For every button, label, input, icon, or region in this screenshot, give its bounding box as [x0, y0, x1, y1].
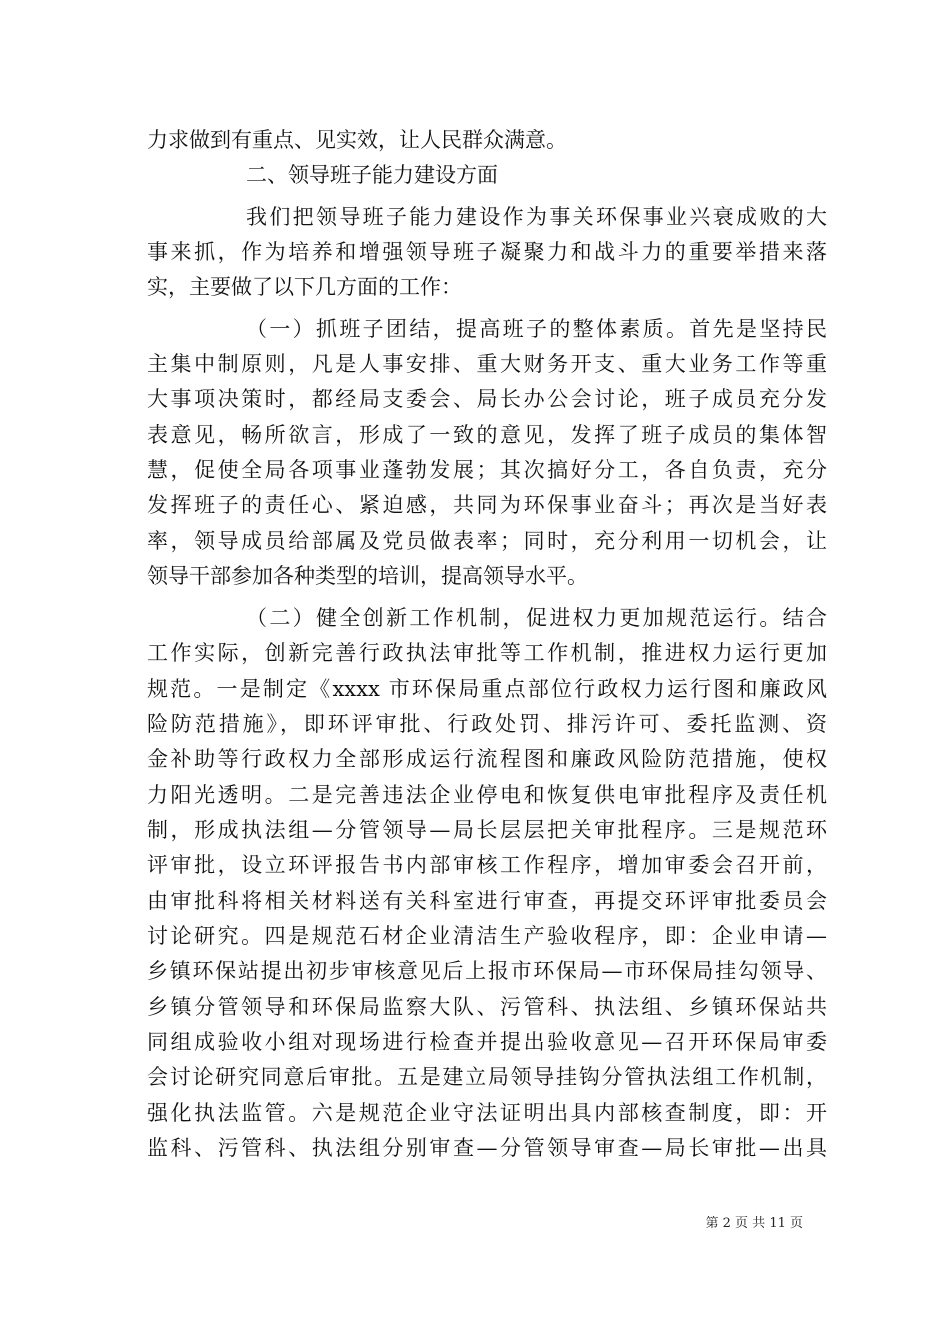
paragraph-line: 力求做到有重点、见实效，让人民群众满意。	[147, 128, 567, 152]
paragraph-line: 实，主要做了以下几方面的工作：	[147, 275, 462, 299]
paragraph-line: 险防范措施》，即环评审批、行政处罚、排污许可、委托监测、资	[147, 712, 827, 736]
paragraph-line: 同组成验收小组对现场进行检查并提出验收意见—召开环保局审委	[147, 1030, 827, 1054]
page-number-footer: 第 2 页 共 11 页	[705, 1216, 803, 1231]
paragraph-line: 会讨论研究同意后审批。五是建立局领导挂钩分管执法组工作机制，	[147, 1065, 827, 1089]
paragraph-line: 大事项决策时，都经局支委会、局长办公会讨论，班子成员充分发	[147, 387, 827, 411]
paragraph-line: （二）健全创新工作机制，促进权力更加规范运行。结合	[246, 606, 827, 630]
paragraph-line: 发挥班子的责任心、紧迫感，共同为环保事业奋斗；再次是当好表	[147, 493, 827, 517]
paragraph-line: 监科、污管科、执法组分别审查—分管领导审查—局长审批—出具	[147, 1136, 827, 1160]
paragraph-line: 我们把领导班子能力建设作为事关环保事业兴衰成败的大	[246, 205, 827, 229]
paragraph-line: 由审批科将相关材料送有关科室进行审查，再提交环评审批委员会	[147, 889, 827, 913]
paragraph-line: 慧，促使全局各项事业蓬勃发展；其次搞好分工，各自负责，充分	[147, 458, 827, 482]
paragraph-line: 乡镇环保站提出初步审核意见后上报市环保局—市环保局挂勾领导、	[147, 959, 827, 983]
paragraph-line: 制，形成执法组—分管领导—局长层层把关审批程序。三是规范环	[147, 818, 827, 842]
paragraph-line: 评审批，设立环评报告书内部审核工作程序，增加审委会召开前，	[147, 853, 827, 877]
paragraph-line: 事来抓，作为培养和增强领导班子凝聚力和战斗力的重要举措来落	[147, 240, 827, 264]
paragraph-line: 表意见，畅所欲言，形成了一致的意见，发挥了班子成员的集体智	[147, 423, 827, 447]
paragraph-line: 率，领导成员给部属及党员做表率；同时，充分利用一切机会，让	[147, 529, 827, 553]
paragraph-line: 金补助等行政权力全部形成运行流程图和廉政风险防范措施，使权	[147, 747, 827, 771]
paragraph-line: （一）抓班子团结，提高班子的整体素质。首先是坚持民	[246, 317, 827, 341]
paragraph-line: 力阳光透明。二是完善违法企业停电和恢复供电审批程序及责任机	[147, 783, 827, 807]
section-heading: 二、领导班子能力建设方面	[246, 163, 498, 187]
paragraph-line: 主集中制原则，凡是人事安排、重大财务开支、重大业务工作等重	[147, 352, 827, 376]
paragraph-line: 强化执法监管。六是规范企业守法证明出具内部核查制度，即：开	[147, 1101, 827, 1125]
paragraph-line: 乡镇分管领导和环保局监察大队、污管科、执法组、乡镇环保站共	[147, 995, 827, 1019]
paragraph-line: 讨论研究。四是规范石材企业清洁生产验收程序，即：企业申请—	[147, 924, 827, 948]
paragraph-line: 工作实际，创新完善行政执法审批等工作机制，推进权力运行更加	[147, 641, 827, 665]
paragraph-line: 领导干部参加各种类型的培训，提高领导水平。	[147, 564, 588, 588]
paragraph-line: 规范。一是制定《xxxx 市环保局重点部位行政权力运行图和廉政风	[147, 677, 827, 701]
